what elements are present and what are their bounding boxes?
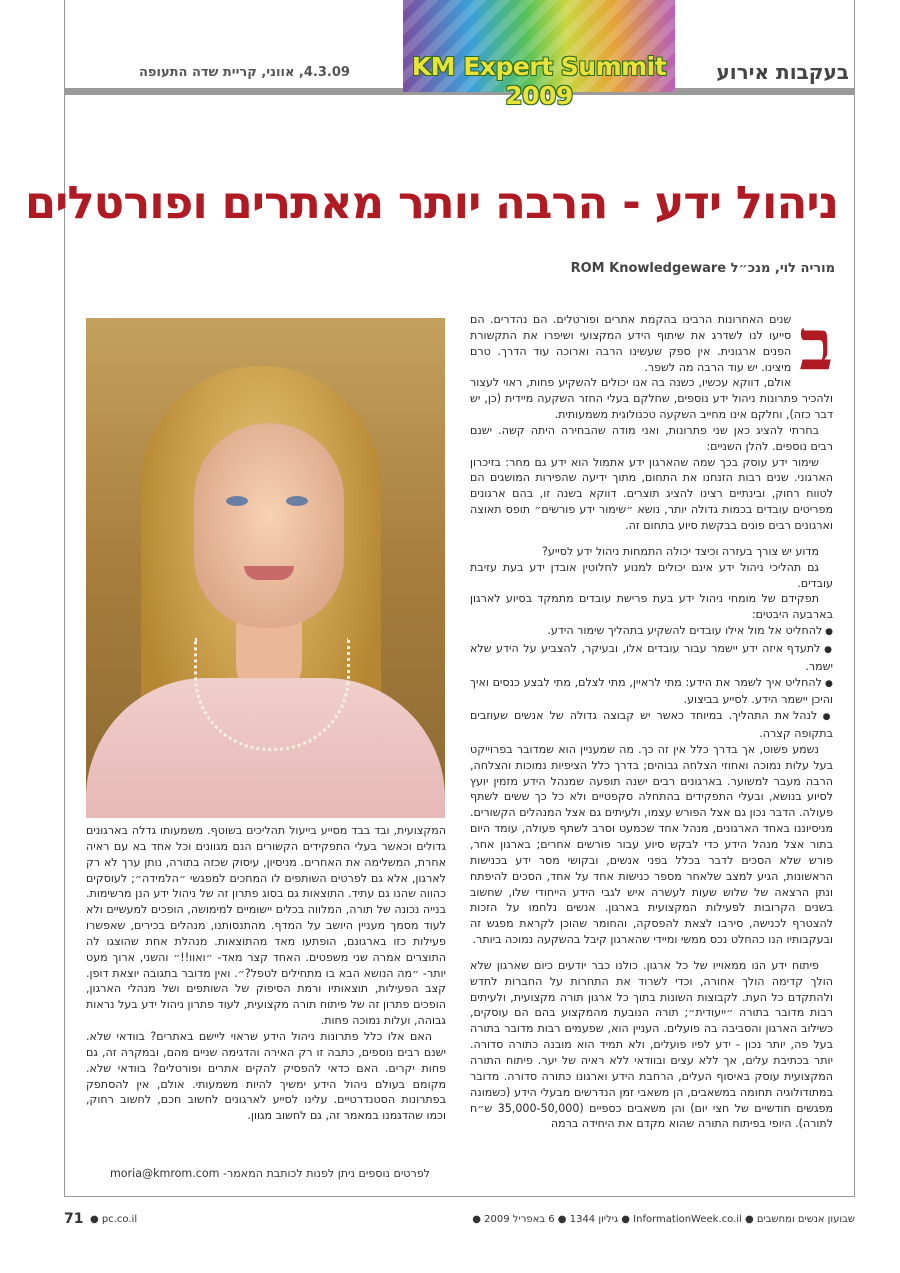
list-item: ● להחליט אל מול אילו עובדים להשקיע בתהליך שימור הידע. — [470, 623, 833, 641]
dropcap: ב — [799, 303, 833, 386]
contact-line: לפרטים נוספים ניתן לפנות לכותבת המאמר- moria@kmrom.com — [109, 1167, 430, 1180]
paragraph: מדוע יש צורך בעזרה וכיצד יכולה התמחות ניהול ידע לסייע? — [541, 544, 819, 558]
photo-eye — [286, 496, 308, 506]
section-title: בעקבות אירוע — [716, 60, 849, 84]
article-left-column — [86, 823, 446, 1141]
page-footer — [64, 1211, 855, 1230]
article-headline: ניהול ידע - הרבה יותר מאתרים ופורטלים — [24, 176, 838, 229]
paragraph: בחרתי להציג כאן שני פתרונות, ואני מודה שהבחירה היתה קשה. ישנם רבים נוספים. להלן השניים: — [470, 423, 833, 453]
photo-mouth — [244, 566, 294, 580]
paragraph: תפקידם של מומחי ניהול ידע בעת פרישת עובדים מתמקד בסיוע לארגון בארבעה היבטים: — [470, 592, 833, 622]
list-item: ● לנהל את התהליך. במיוחד כאשר יש קבוצה גדולה של אנשים שעוזבים בתקופה קצרה. — [470, 708, 833, 742]
paragraph: המקצועית, ובד בבד מסייע בייעול תהליכים בשוטף. משמעותו גדלה בארגונים גדולים וכאשר בעלי התפקידים הקשורים הנם מגוונים וכל אחד בא עם ראיה אחרת, המשלימה את האחרים. מניסיון, עיסוק שכזה בתורה, נותן ערך לא רק לארגון, אלא גם לפרטים השותפים לו המחכים למפגשי ״הלמידה״; לעוסקים כהווה שהנו גם עתיד. התוצאות גם בסוג פתרון זה של ניהול ידע הנן מרשימות. בנייה נכונה של תורה, המלווה בכלים יישומיים למימושה, הופכים למעשיים ולא לעוד מסמך מעניין היושב על המדף. מהתנסותנו, מנהלים בכירים, שאפשרו פעילות כזו בארגונם, הופתעו מאד מהתוצאות. מנהלת אחת שהוצגו לה התוצרים אמרה שני משפטים. האחד קצר מאד- ״ואוו!!״ והשני, ארוך מעט יותר- ״מה הנושא הבא בו מתחילים לטפל?״. ואין מדובר בתגובה יוצאת דופן. קצב הפעילות, תוצאותיו ורמת הסיפוק של השותפים ושל מנהלי הארגון, הופכים פתרון זה של פיתוח תורה מקצועית, לעוד פתרון ניהול ידע בעל נראות גבוהה, ועלות נמוכה פחות. — [86, 824, 446, 1028]
paragraph: שימור ידע עוסק בכך שמה שהארגון ידע אתמול הוא ידע גם מחר: בזיכרון הארגוני. שנים רבות הזנחנו את התחום, מתוך ידיעה שהפירות המושגים הם לטווח רחוק, ובינתיים רצינו להציג תוצרים. דווקא בשנה זו, בהם ארגונים מפריטים עובדים בכמות גדולה יותר, נושא ״שימור ידע פורשים״ תופס תאוצה וארגונים רבים פונים בבקשת סיוע בתחום זה. — [470, 455, 833, 532]
list-item: ● להחליט איך לשמר את הידע: מתי לראיין, מתי לצלם, מתי לבצע כנסים ואיך והיכן יישמר הידע. לסייע בביצוע. — [470, 675, 833, 709]
article-right-column — [470, 303, 833, 1190]
author-photo — [86, 318, 445, 807]
paragraph: אולם, דווקא עכשיו, כשנה בה אנו יכולים להשקיע פחות, ראוי לעצור ולהכיר פתרונות ניהול ידע נוספים, שחלקם בעלי החזר השקעה מיידית (כן, יש דבר כזה), וחלקם אינו מחייב השקעה טכנולוגית משמעותית. — [470, 376, 833, 422]
page-number: 71 — [64, 1211, 84, 1227]
banner-text: KM Expert Summit 2009 — [411, 52, 667, 110]
article-byline: מוריה לוי, מנכ״ל ROM Knowledgeware — [570, 261, 835, 276]
paragraph: פיתוח ידע הנו ממאוייו של כל ארגון. כולנו כבר יודעים כיום שארגון שלא הולך קדימה הולך אחורה, וכדי לשרוד את התחרות על החברות לחדש ולהתקדם כל העת. לקבוצות השונות בתוך כל ארגון תורה מקצועית, ולעיתים רבות מדובר בתורה ״ייעודית״; תורה הנובעת מהמקצוע בהם הם עוסקים, כשילוב הארגון והסביבה בה פועלים. העניין הוא, שפעמים רבות מדובר בתורה בעל פה, יותר נכון - ידע לפיו פועלים, ולא תמיד הוא מובנה כתורה סדורה. יותר בכתיבת עלים, אך ללא עצים ובוודאי ללא ראיה של יער. פיתוח התורה המקצועית עוסק באיסוף העלים, הרחבת הידע וארגונו כתורה סדורה. מדובר במתודולוגיה תחומה במשאבים, הן משאבי זמן הנדרשים מבעלי הידע (כשמונה מפגשים חודשיים של חצי יום) והן משאבים כספיים (35,000-50,000 ש״ח לתורה). היופי בפיתוח התורה שהוא מקדם את היחידה ברמה — [470, 958, 833, 1131]
photo-face — [194, 423, 344, 628]
pc-site: ● pc.co.il — [90, 1214, 138, 1225]
paragraph: האם אלו כלל פתרונות ניהול הידע שראוי ליישם באתרים? בוודאי שלא. ישנם רבים נוספים, כתבה זו רק האירה והדגימה שניים מהם, ובמקרה זה, גם פחות יקרים. האם כדאי להפסיק להקים אתרים ופורטלים? בוודאי שלא. מקומם בעולם ניהול הידע ימשיך להיות משמעותי. אולם, אין להסתפק בפתרונות הסטנדרטיים. עלינו לסייע לארגונים לחשוב חכם, לחשוב רחוק, וכמו שהדגמנו במאמר זה, גם לחשוב מגוון. — [86, 1029, 446, 1123]
footer-text: שבועון אנשים ומחשבים ● InformationWeek.co.il ● גיליון 1344 ● 6 באפריל 2009 ● — [472, 1214, 855, 1225]
bullet-list — [470, 623, 833, 742]
pc-site-text: pc.co.il — [101, 1214, 138, 1225]
event-banner — [403, 0, 675, 110]
paragraph: שנים האחרונות הרבינו בהקמת אתרים ופורטלים. הם נהדרים. הם סייעו לנו לשדרג את שיתוף הידע המקצועי ושיפרו את התקשורת הפנים ארגונית. אין ספק שעשינו הרבה וארוכה עוד הדרך. טרם מיצינו. יש עוד הרבה מה לשפר. — [470, 313, 792, 374]
list-item: ● לתעדף איזה ידע יישמר עבור עובדים אלו, ובעיקר, להצביע על הידע שלא ישמר. — [470, 641, 833, 675]
paragraph: נשמע פשוט, אך בדרך כלל אין זה כך. מה שמעניין הוא שמדובר בפרוייקט בעל עלות נמוכה ואחוזי הצלחה גבוהים; בדרך כלל הציפיות נמוכות והצלחה, הרבה מעבר למשוער. בארגונים רבים ישנה תופעה שמנהל הידע מזמין יועץ לסיוע בנושא, ובעלי התפקידים בהתחלה סקפטיים ולא כל כך ששים לשתף פעולה. הדבר נכון גם אצל הפורש עצמו, ולעיתים גם אצל המנהלים הקשורים. מניסיוננו באחד הארגונים, מנהל אחד שכמעט וסרב לשתף פעולה, עומד היום בתור אצל מנהל הידע כדי לבקש סיוע עבור פורשים אחרים; בארגון אחר, פורש שלא הסכים לדבר בכלל בפני אנשים, ובקושי מסר ידע בכנישות הראשונות, הגיע למצב שלאחר מספר כנישות אחד על אחד, הסכים להיפתח ונתן הרצאה של שלוש שעות לעשרה איש לגבי הידע הייחודי שלו, שחשוב בשנים הקרובות לפעילות המקצועית בארגון. אנשים נלחמו על הזכות להצטרף לכנישה, סירבו לצאת להפסקה, והחומר שהוכן לקראת מפגש זה ובעקבותיו הנו כהחלט נכס ממשי ומיידי שהארגון קיבל בהשקעה נמוכה ביותר. — [470, 742, 833, 947]
event-info: 4.3.09, אווני, קריית שדה התעופה — [139, 65, 350, 80]
photo-eye — [226, 496, 248, 506]
paragraph: גם תהליכי ניהול ידע אינם יכולים למנוע לחלוטין אובדן ידע בעת עזיבת עובדים. — [470, 560, 833, 590]
